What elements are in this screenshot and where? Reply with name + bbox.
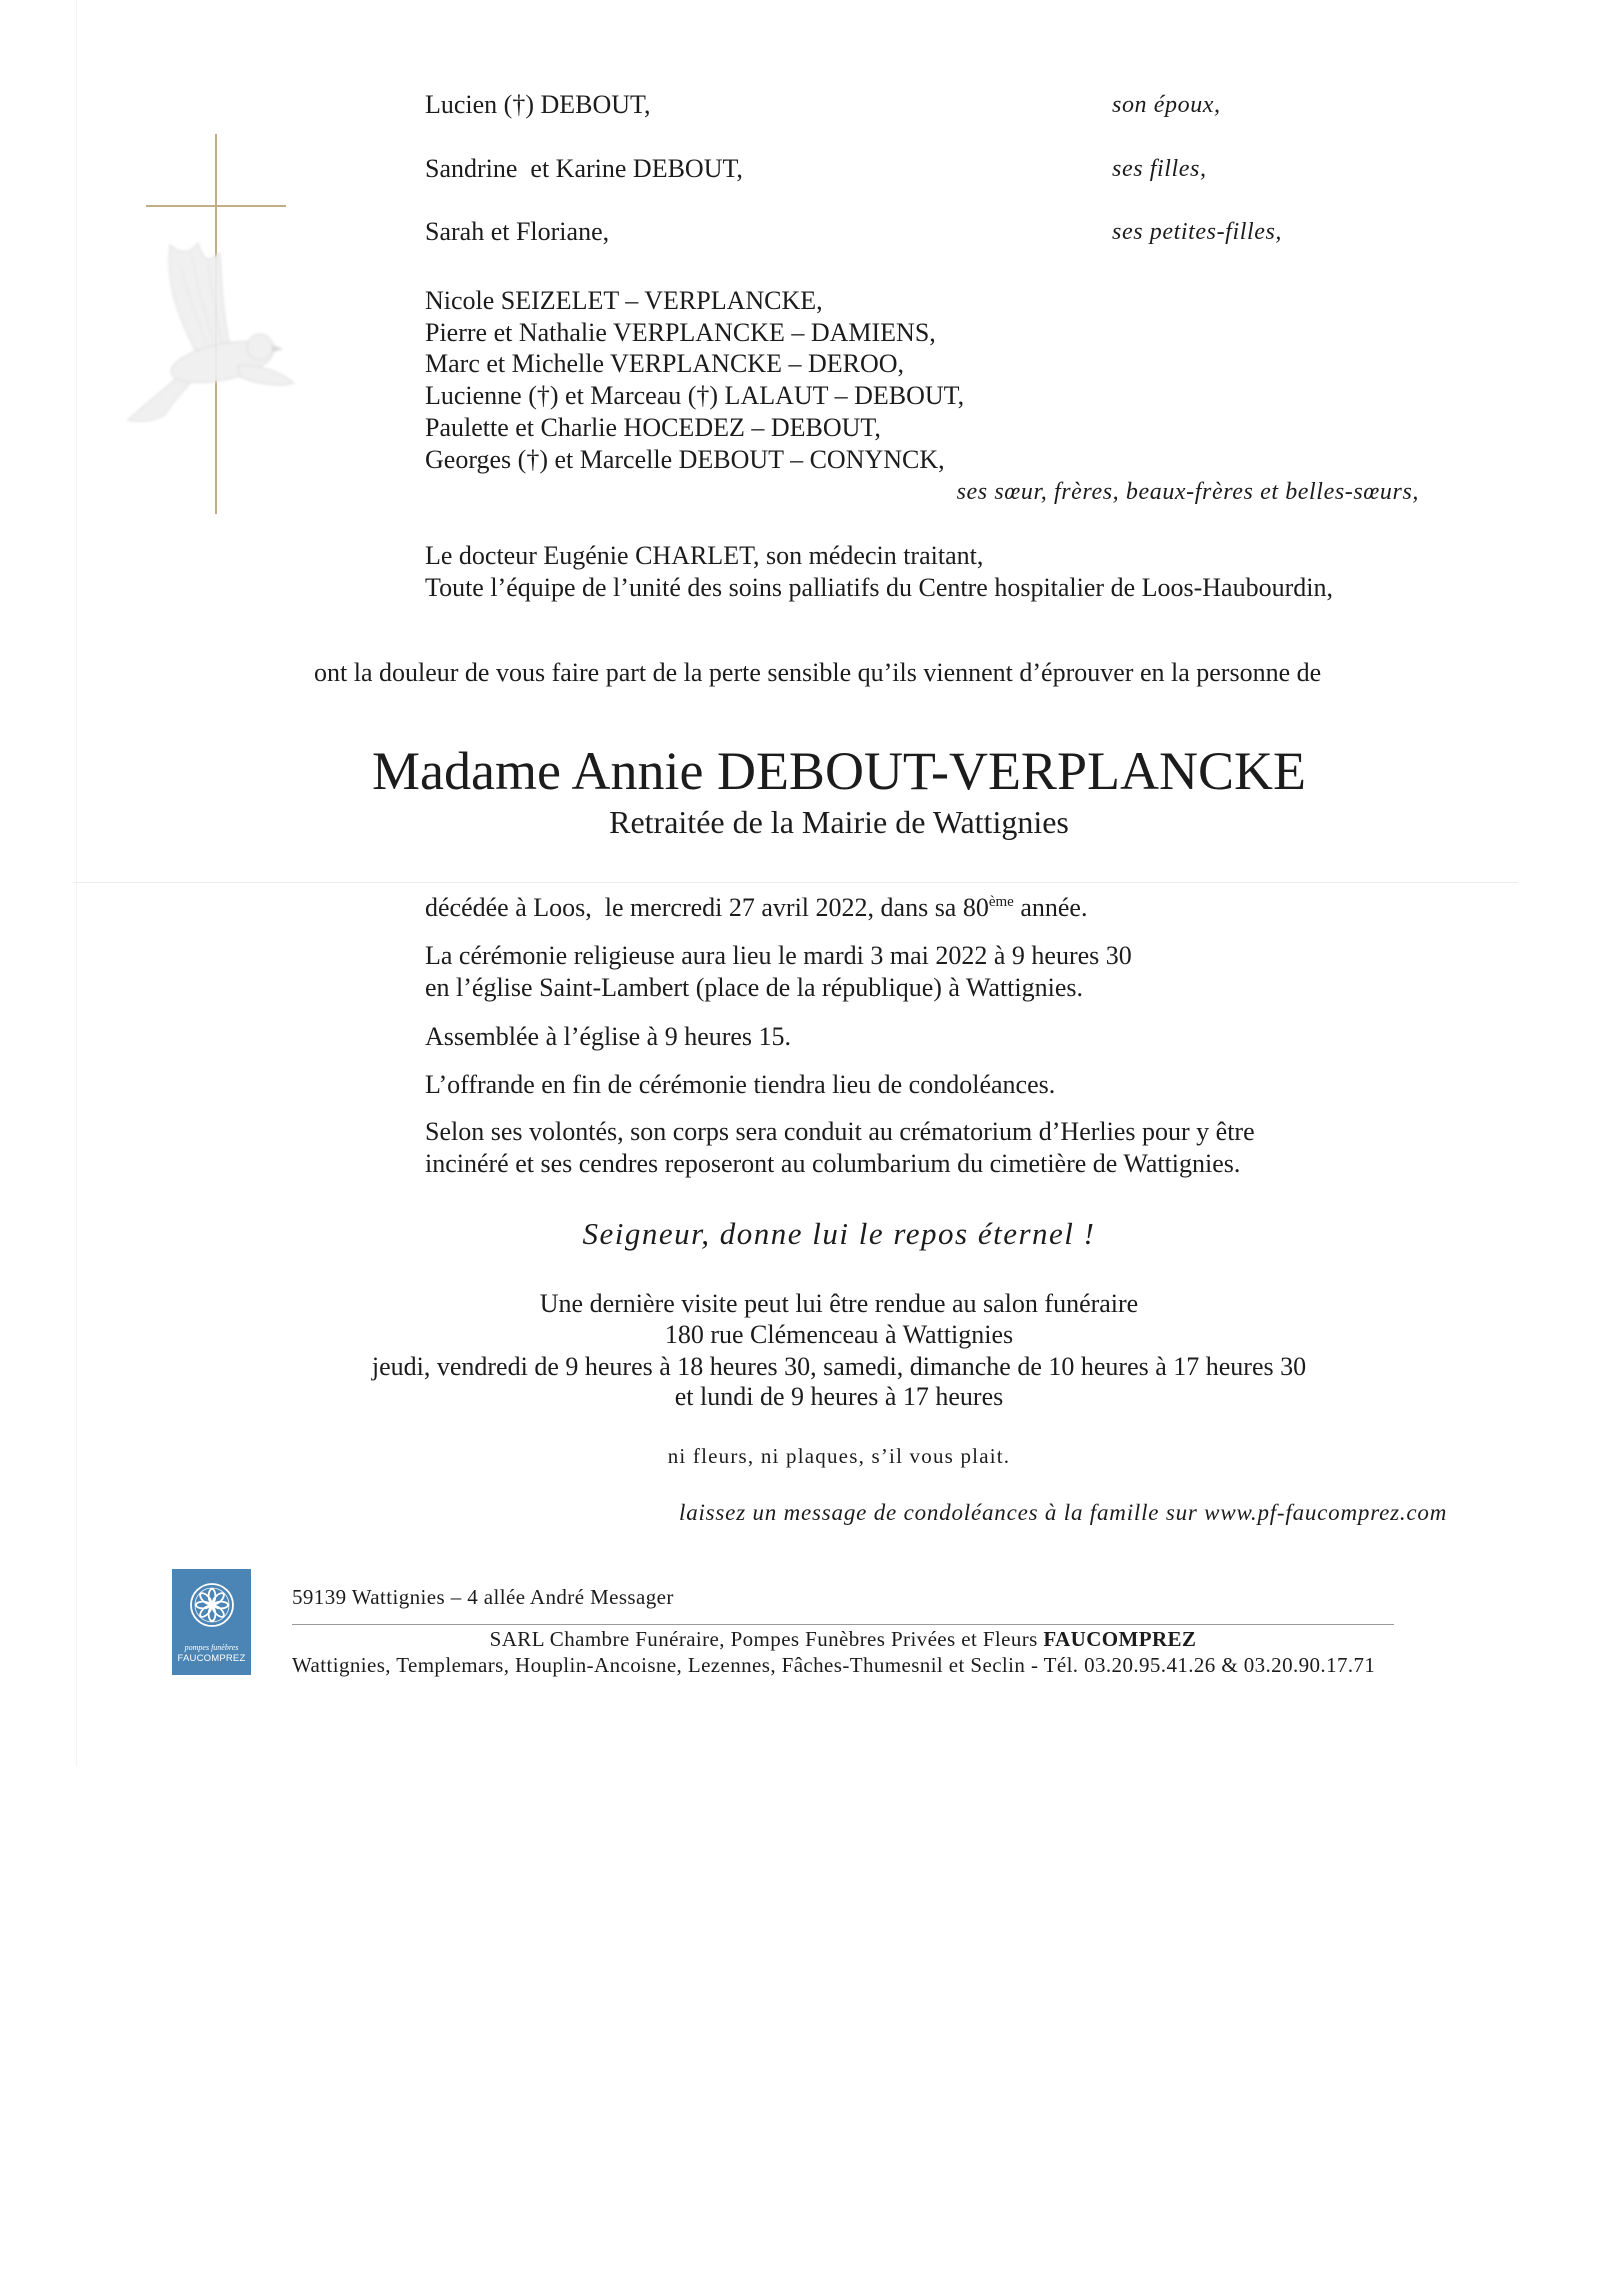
company-description: SARL Chambre Funéraire, Pompes Funèbres Privées et Fleurs bbox=[489, 1627, 1044, 1651]
relative-name: Sarah et Floriane, bbox=[425, 217, 610, 246]
sibling-line: Pierre et Nathalie VERPLANCKE – DAMIENS, bbox=[425, 318, 936, 347]
company-brand: FAUCOMPREZ bbox=[1043, 1627, 1197, 1651]
footer-locations: Wattignies, Templemars, Houplin-Ancoisne, Lezennes, Fâches-Thumesnil et Seclin - Tél. 03.20.95.41.26 & 03.20.90.17.71 bbox=[292, 1653, 1376, 1677]
sibling-line: Nicole SEIZELET – VERPLANCKE, bbox=[425, 286, 823, 315]
relative-relation: son époux, bbox=[1112, 92, 1221, 118]
scan-edge-line bbox=[76, 0, 77, 1766]
death-text-end: année. bbox=[1013, 893, 1088, 922]
sibling-line: Lucienne (†) et Marceau (†) LALAUT – DEBOUT, bbox=[425, 381, 965, 410]
logo-tagline: pompes funèbres bbox=[184, 1643, 239, 1652]
condolences-note: laissez un message de condoléances à la famille sur www.pf-faucomprez.com bbox=[679, 1500, 1448, 1525]
visit-line: et lundi de 9 heures à 17 heures bbox=[674, 1382, 1004, 1411]
visit-line: 180 rue Clémenceau à Wattignies bbox=[664, 1320, 1014, 1349]
ceremony-line: La cérémonie religieuse aura lieu le mardi 3 mai 2022 à 9 heures 30 bbox=[425, 941, 1132, 970]
scan-fold-line bbox=[73, 882, 1518, 883]
sibling-line: Marc et Michelle VERPLANCKE – DEROO, bbox=[425, 349, 905, 378]
ordinal-suffix: ème bbox=[988, 894, 1014, 910]
cross-icon-horizontal-bar bbox=[146, 205, 286, 207]
wishes-line: Selon ses volontés, son corps sera conduit au crématorium d’Herlies pour y être bbox=[425, 1117, 1255, 1146]
announcement: ont la douleur de vous faire part de la perte sensible qu’ils viennent d’éprouver en la personne de bbox=[314, 658, 1322, 687]
deceased-name: Madame Annie DEBOUT-VERPLANCKE bbox=[372, 741, 1306, 801]
sibling-line: Paulette et Charlie HOCEDEZ – DEBOUT, bbox=[425, 413, 881, 442]
deceased-title: Retraitée de la Mairie de Wattignies bbox=[609, 804, 1069, 840]
dove-icon bbox=[110, 225, 310, 445]
ceremony-line: en l’église Saint-Lambert (place de la république) à Wattignies. bbox=[425, 973, 1084, 1002]
sibling-line: Georges (†) et Marcelle DEBOUT – CONYNCK, bbox=[425, 445, 945, 474]
wishes-line: incinéré et ses cendres reposeront au columbarium du cimetière de Wattignies. bbox=[425, 1149, 1241, 1178]
death-line bbox=[425, 891, 1087, 925]
no-flowers-note: ni fleurs, ni plaques, s’il vous plait. bbox=[667, 1444, 1011, 1468]
footer-address: 59139 Wattignies – 4 allée André Messager bbox=[292, 1585, 674, 1609]
offering-line: L’offrande en fin de cérémonie tiendra lieu de condoléances. bbox=[425, 1070, 1056, 1099]
visit-line: Une dernière visite peut lui être rendue au salon funéraire bbox=[539, 1289, 1139, 1318]
logo-brand: FAUCOMPREZ bbox=[177, 1653, 246, 1664]
relative-name: Lucien (†) DEBOUT, bbox=[425, 90, 651, 119]
medical-line: Toute l’équipe de l’unité des soins palliatifs du Centre hospitalier de Loos-Haubourdin, bbox=[425, 573, 1333, 602]
funeral-home-logo bbox=[172, 1569, 251, 1675]
relative-relation: ses filles, bbox=[1112, 156, 1207, 182]
relative-name: Sandrine et Karine DEBOUT, bbox=[425, 154, 743, 183]
footer-company bbox=[292, 1625, 1394, 1653]
death-text: décédée à Loos, le mercredi 27 avril 2022, dans sa 80 bbox=[425, 893, 989, 922]
assembly-line: Assemblée à l’église à 9 heures 15. bbox=[425, 1022, 792, 1051]
siblings-relation: ses sœur, frères, beaux-frères et belles-sœurs, bbox=[956, 479, 1419, 505]
medical-line: Le docteur Eugénie CHARLET, son médecin traitant, bbox=[425, 541, 984, 570]
visit-line: jeudi, vendredi de 9 heures à 18 heures 30, samedi, dimanche de 10 heures à 17 heures 30 bbox=[371, 1352, 1307, 1381]
prayer: Seigneur, donne lui le repos éternel ! bbox=[582, 1216, 1096, 1251]
relative-relation: ses petites-filles, bbox=[1112, 219, 1283, 245]
